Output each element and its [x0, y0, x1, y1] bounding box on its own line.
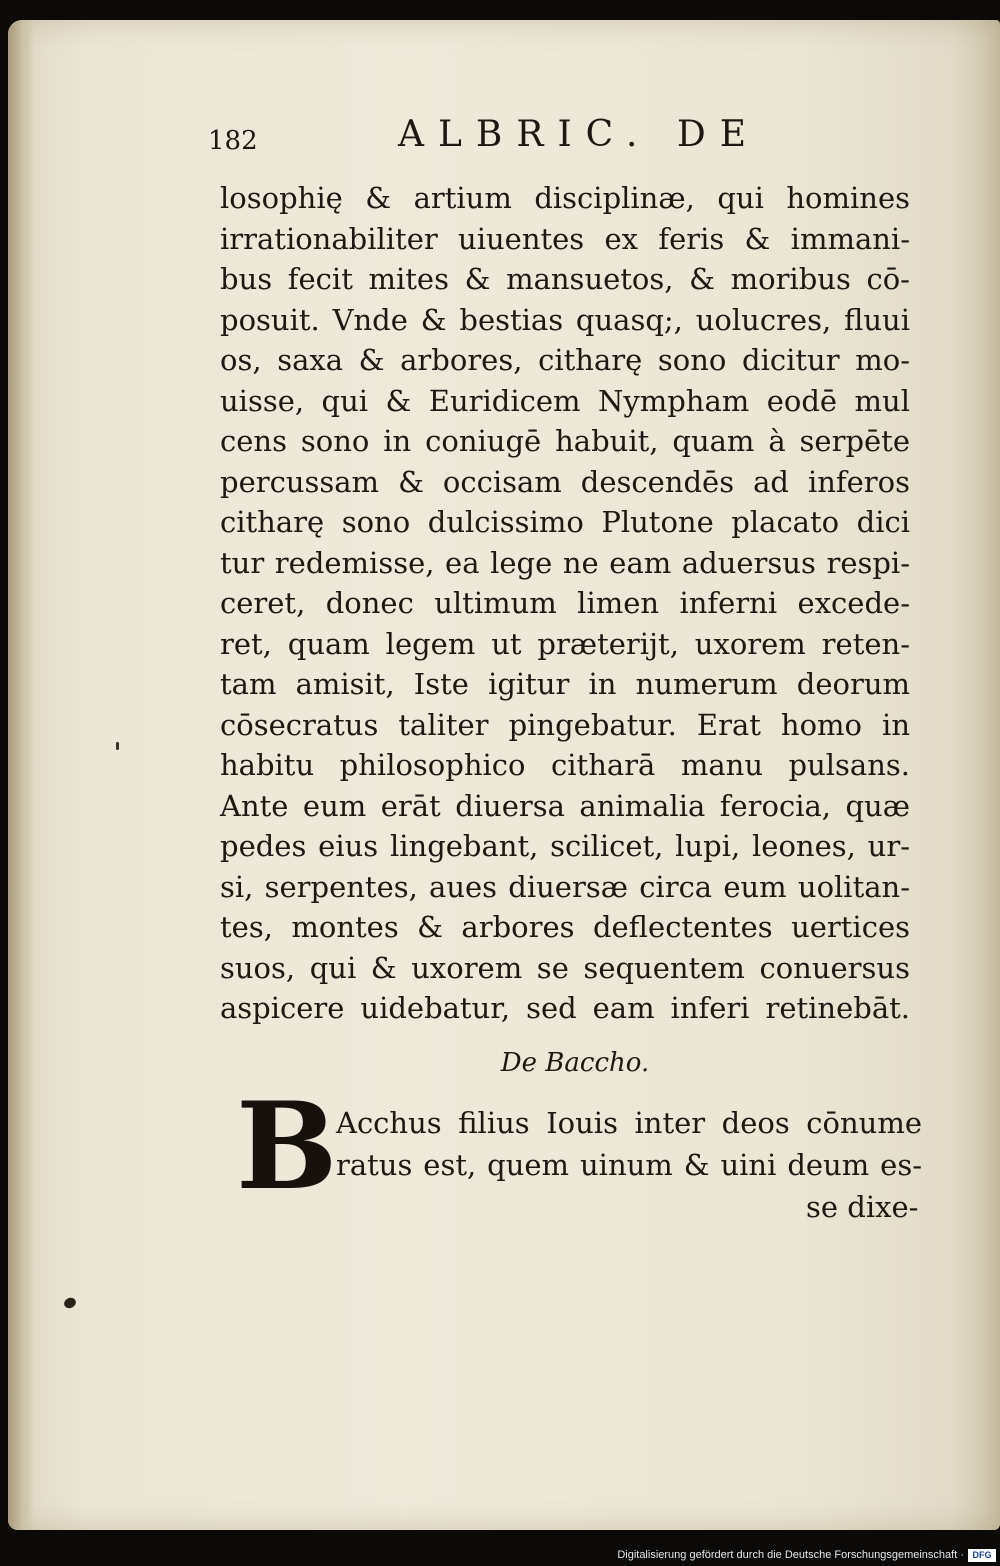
text-line: os, saxa & arbores, citharę sono dicitur mo-	[220, 343, 910, 377]
text-line: habitu philosophico citharā manu pulsans.	[220, 748, 910, 782]
running-head: ALBRIC. DE	[398, 114, 760, 155]
dfg-logo: DFG	[968, 1549, 996, 1562]
text-line: cens sono in coniugē habuit, quam à serpēte	[220, 424, 910, 458]
page-header	[0, 112, 1000, 162]
page-gutter-edge	[8, 20, 34, 1530]
decorated-initial: B	[236, 1076, 338, 1217]
main-text-block	[220, 178, 910, 1029]
text-line: posuit. Vnde & bestias quasq;, uolucres, fluui	[220, 302, 910, 337]
initial-paragraph	[336, 1102, 922, 1186]
section-heading: De Baccho.	[500, 1048, 650, 1078]
text-line: tam amisit, Iste igitur in numerum deorum	[220, 667, 910, 701]
text-line: irrationabiliter uiuentes ex feris & immani-	[220, 221, 910, 256]
page-number: 182	[208, 126, 258, 156]
text-line: suos, qui & uxorem se sequentem conuersus	[220, 950, 910, 985]
text-line: uisse, qui & Euridicem Nympham eodē mul	[220, 383, 910, 418]
text-line-fragment: se dixe-	[806, 1190, 919, 1224]
text-line: losophię & artium disciplinæ, qui homines	[220, 181, 910, 215]
text-line: si, serpentes, aues diuersæ circa eum uolitan-	[220, 869, 910, 904]
margin-mark	[116, 742, 119, 750]
text-line: tes, montes & arbores deflectentes uertices	[220, 910, 910, 944]
text-line: citharę sono dulcissimo Plutone placato dici	[220, 505, 910, 539]
text-line: Acchus filius Iouis inter deos cōnume	[336, 1106, 922, 1140]
text-line: bus fecit mites & mansuetos, & moribus cō-	[220, 262, 910, 296]
text-line: aspicere uidebatur, sed eam inferi retinebāt.	[220, 991, 910, 1025]
text-line: percussam & occisam descendēs ad inferos	[220, 464, 910, 499]
text-line: ratus est, quem uinum & uini deum es-	[336, 1148, 922, 1182]
text-line: ret, quam legem ut præterijt, uxorem reten-	[220, 626, 910, 661]
text-line: pedes eius lingebant, scilicet, lupi, leones, ur-	[220, 829, 910, 863]
text-line: tur redemisse, ea lege ne eam aduersus respi-	[220, 545, 910, 580]
text-line: Ante eum erāt diuersa animalia ferocia, quæ	[220, 788, 910, 823]
funding-credit: Digitalisierung gefördert durch die Deutsche Forschungsgemeinschaft ·	[617, 1549, 964, 1561]
text-line: cōsecratus taliter pingebatur. Erat homo in	[220, 707, 910, 742]
digitization-footer	[0, 1546, 1000, 1566]
text-line: ceret, donec ultimum limen inferni excede-	[220, 586, 910, 620]
